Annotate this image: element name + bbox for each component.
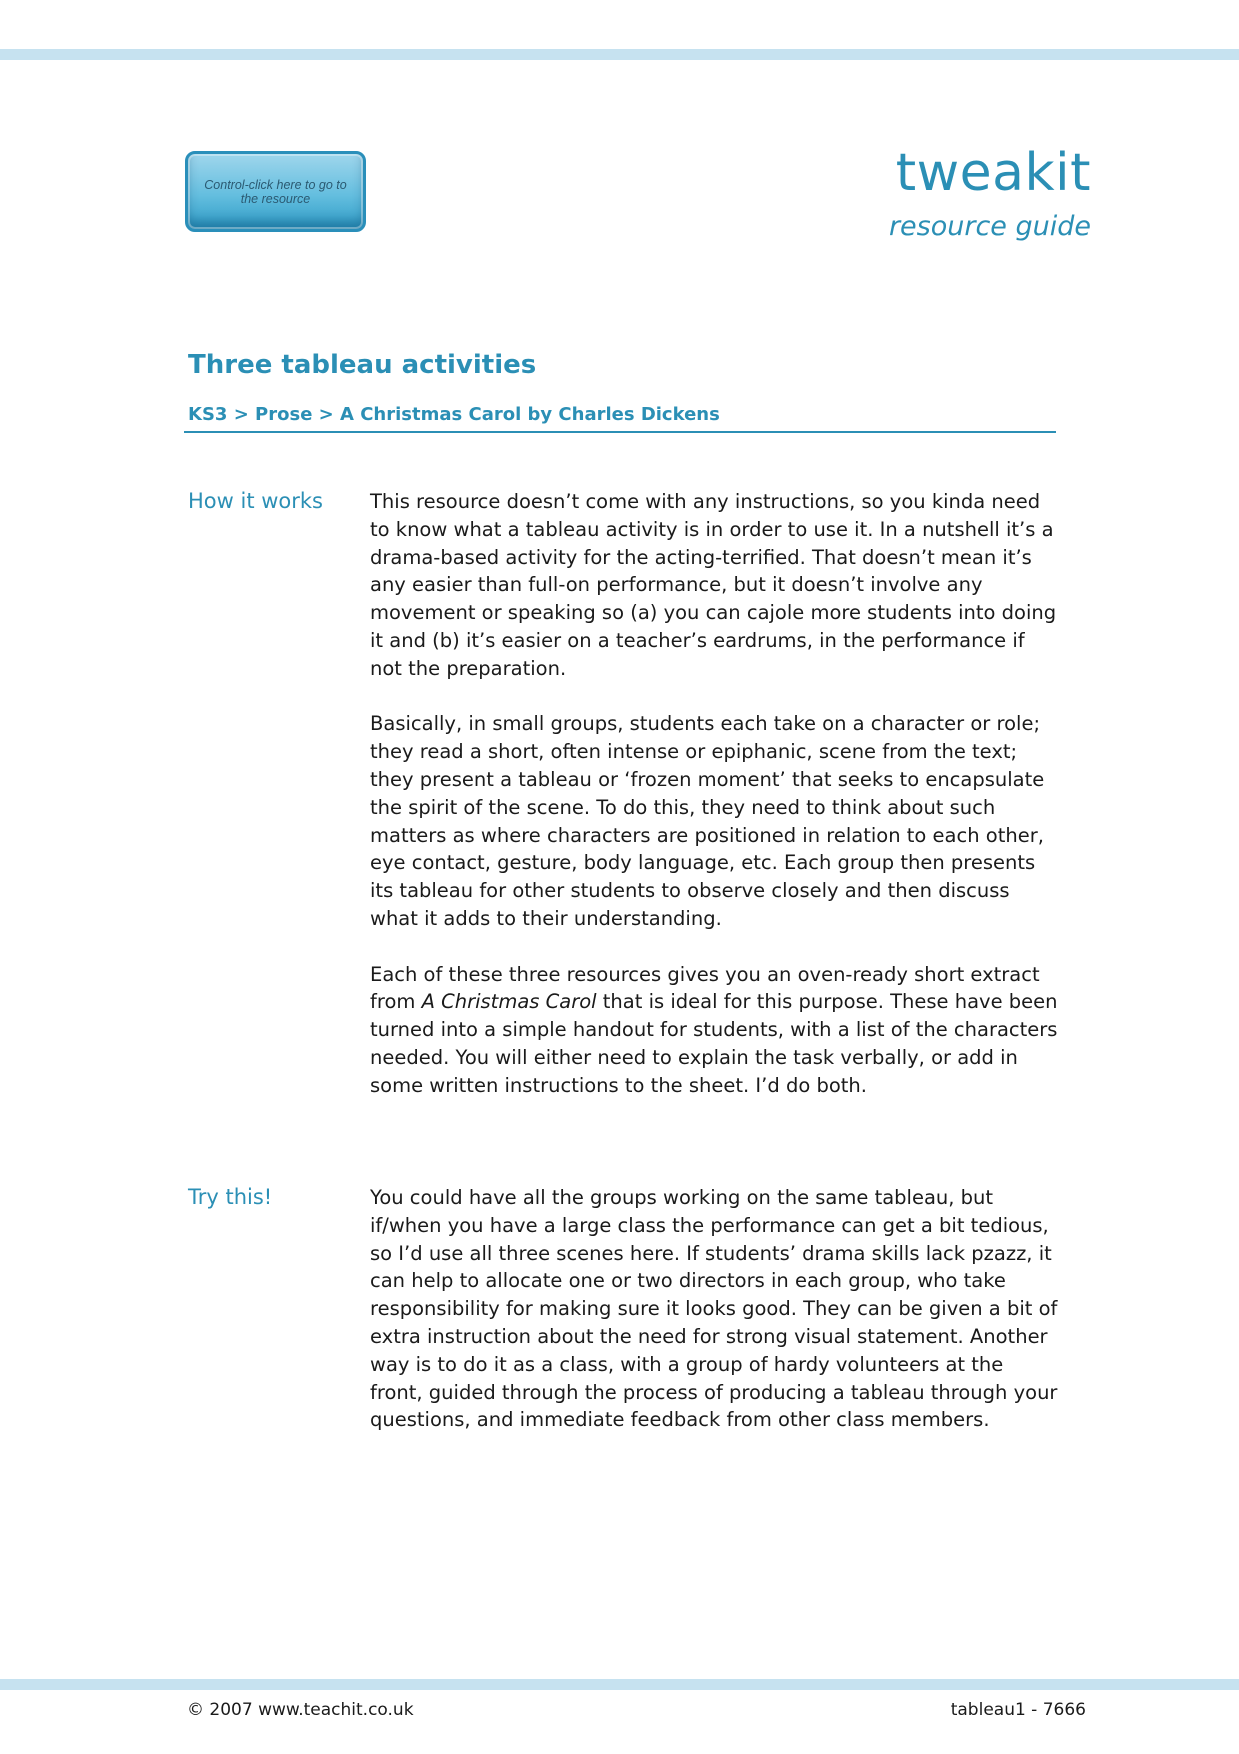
- try-this-paragraph: You could have all the groups working on the same tableau, but if/when you have a large class the performance can get a bit tedious, so I’d use all three scenes here. If students’ drama skills lack pzazz, it can help to allocate one or two directors in each group, who take responsibility for making sure it looks good. They can be given a bit of extra instruction about the need for strong visual statement. Another way is to do it as a class, with a group of hardy volunteers at the front, guided through the process of producing a tableau through your questions, and immediate feedback from other class members.: [370, 1186, 1058, 1432]
- footer-reference: tableau1 - 7666: [950, 1700, 1086, 1720]
- resource-button-label: Control-click here to go to the resource: [204, 177, 347, 206]
- breadcrumb: KS3 > Prose > A Christmas Carol by Charles Dickens: [188, 404, 720, 425]
- how-it-works-body: [370, 488, 1060, 1127]
- how-it-works-paragraph-2: Basically, in small groups, students each take on a character or role; they read a short, often intense or epiphanic, scene from the text; they present a tableau or ‘frozen moment’ that seeks to encapsulate the spirit of the scene. To do this, they need to think about such matters as where characters are positioned in relation to each other, eye contact, gesture, body language, etc. Each group then presents its tableau for other students to observe closely and then discuss what it adds to their understanding.: [370, 712, 1045, 930]
- p3-text-after: that is ideal for this purpose. These have been turned into a simple handout for students, with a list of the characters needed. You will either need to explain the task verbally, or add in some written instructions to the sheet. I’d do both.: [370, 990, 1058, 1097]
- p3-text-before: Each of these three resources gives you an oven-ready short extract from: [370, 962, 1040, 1014]
- how-it-works-paragraph-3: [370, 961, 1060, 1100]
- bottom-band: [0, 1679, 1239, 1690]
- footer-copyright: © 2007 www.teachit.co.uk: [187, 1700, 414, 1720]
- title-divider: [184, 431, 1056, 433]
- page-title: Three tableau activities: [188, 350, 537, 380]
- brand-subtitle: resource guide: [888, 211, 1091, 242]
- top-band: [0, 49, 1239, 60]
- how-it-works-paragraph-1: This resource doesn’t come with any instructions, so you kinda need to know what a tableau activity is in order to use it. In a nutshell it’s a drama-based activity for the acting-terrified. That doesn’t mean it’s any easier than full-on performance, but it doesn’t involve any movement or speaking so (a) you can cajole more students into doing it and (b) it’s easier on a teacher’s eardrums, in the performance if not the preparation.: [370, 490, 1057, 680]
- brand-title: tweakit: [895, 143, 1091, 203]
- brand-block: [889, 140, 1091, 244]
- book-title: A Christmas Carol: [421, 990, 597, 1014]
- go-to-resource-button[interactable]: [185, 151, 366, 232]
- try-this-body: [370, 1184, 1060, 1462]
- section-label-how-it-works: How it works: [188, 489, 323, 513]
- section-label-try-this: Try this!: [188, 1185, 273, 1209]
